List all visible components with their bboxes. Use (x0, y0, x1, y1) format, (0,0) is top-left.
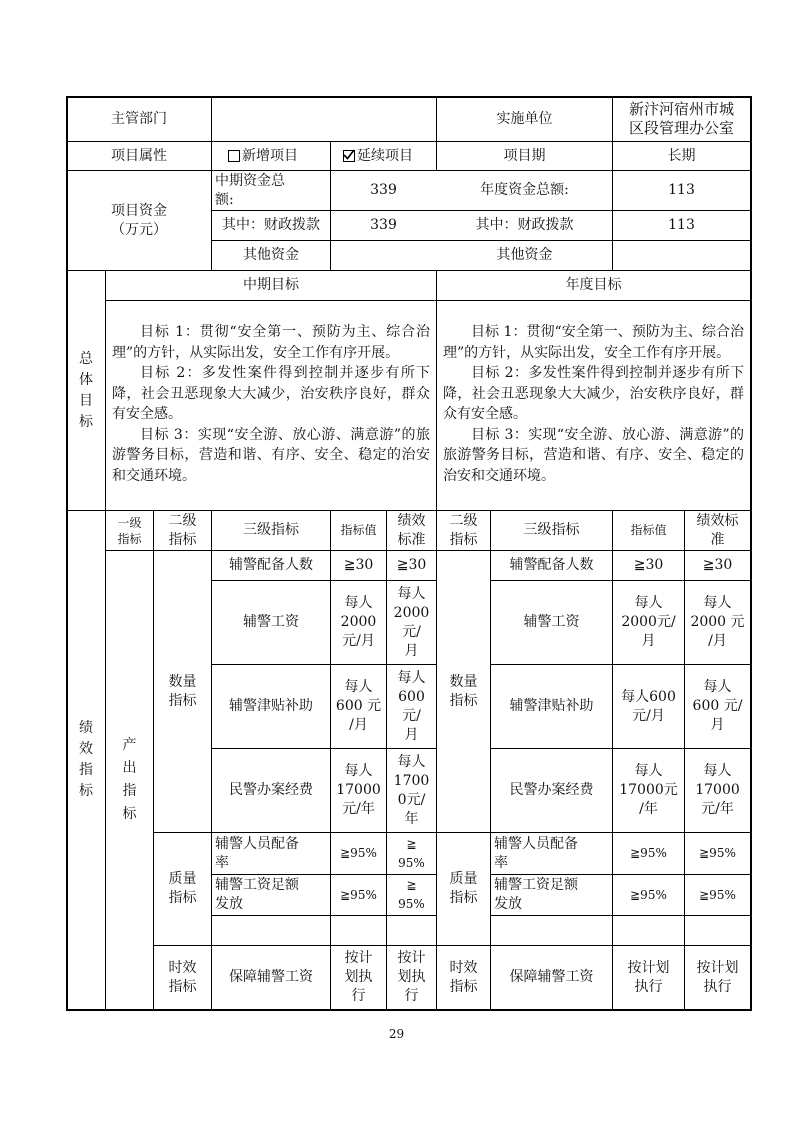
row-name-right: 辅警津贴补助 (509, 698, 594, 714)
mid-goal-item: 目标 1：贯彻“安全第一、预防为主、综合治理”的方针，从实际出发，安全工作有序开展。 (112, 324, 430, 361)
row-value-right: 每人600 元/月 (621, 688, 676, 724)
row-name-right: 辅警工资足额 发放 (494, 877, 578, 912)
year-goal-item: 目标 3：实现“安全游、放心游、满意游”的旅游警务目标，营造和谐、有序、安全、稳定的治安和交通环境。 (443, 426, 744, 484)
h-level3-right: 三级指标 (523, 522, 580, 538)
attr-label: 项目属性 (111, 147, 167, 164)
row-standard: ≧ 95% (398, 878, 425, 911)
row-standard-right: ≧95% (699, 846, 736, 860)
year-goal-header: 年度目标 (565, 277, 622, 293)
row-standard-right: ≧95% (699, 887, 736, 902)
cat-quantity: 数量 指标 (168, 673, 197, 709)
mid-fiscal-value: 339 (370, 217, 397, 233)
year-goal-item: 目标 2：多发性案件得到控制并逐步有所下降，社会丑恶现象大大减少，治安秩序良好，群众有安全感。 (443, 365, 744, 422)
row-value-right (613, 916, 684, 945)
h-level1: 一级 指标 (117, 515, 142, 546)
row-value (331, 916, 386, 945)
row-name: 辅警配备人数 (229, 557, 313, 573)
mid-other-value (331, 241, 436, 270)
row-name-right: 保障辅警工资 (509, 969, 594, 985)
row-value-right: ≧95% (630, 887, 667, 902)
row-standard-right: 每人 2000 元 /月 (690, 595, 745, 649)
funds-label: 项目资金 （万元） (111, 202, 167, 238)
mid-total-label: 中期资金总 额: (215, 172, 285, 208)
level1-output: 产 出 指 标 (122, 737, 137, 822)
row-standard: ≧30 (396, 557, 427, 573)
unit-label: 实施单位 (496, 110, 553, 127)
h-level3: 三级指标 (243, 522, 299, 538)
row-value-right: ≧30 (633, 557, 664, 573)
unit-value: 新汴河宿州市城 区段管理办公室 (628, 100, 734, 137)
year-goal-item: 目标 1：贯彻“安全第一、预防为主、综合治理”的方针，从实际出发，安全工作有序开展。 (443, 324, 744, 361)
year-total-label: 年度资金总额: (480, 182, 569, 198)
h-value-right: 指标值 (630, 523, 667, 537)
cat-timeliness: 时效 指标 (168, 959, 197, 995)
dept-value (212, 97, 436, 141)
row-name (212, 916, 330, 945)
year-fiscal-value: 113 (668, 217, 695, 233)
row-value: 每人 600 元 /月 (335, 679, 382, 733)
perf-side-label: 绩 效 指 标 (79, 720, 93, 799)
row-standard: 每人 1700 0元/ 年 (393, 753, 430, 827)
row-standard: ≧ 95% (398, 836, 425, 870)
row-name: 保障辅警工资 (229, 969, 313, 985)
row-standard: 按计 划执 行 (397, 950, 426, 1004)
row-value-right: 每人 2000元/ 月 (621, 595, 676, 649)
attr-new-option (228, 142, 328, 170)
mid-goal-text (106, 322, 436, 486)
year-goal-text (437, 322, 750, 486)
cat-quantity-right: 数量 指标 (449, 673, 478, 709)
row-value: 每人 2000 元/月 (340, 595, 377, 649)
row-standard-right: 每人 17000 元/年 (695, 763, 740, 817)
row-name-right: 民警办案经费 (509, 782, 594, 798)
year-other-value (613, 241, 750, 270)
row-standard: 每人 2000 元/ 月 (393, 585, 430, 659)
row-name: 辅警津贴补助 (229, 698, 313, 714)
row-standard-right: ≧30 (702, 557, 733, 573)
period-value: 长期 (667, 147, 696, 164)
checkbox-checked-icon (343, 150, 355, 162)
row-standard (387, 916, 436, 945)
year-total-value: 113 (668, 182, 695, 198)
row-value: 每人 17000 元/年 (336, 763, 381, 817)
row-value: ≧30 (343, 557, 374, 573)
mid-goal-item: 目标 2：多发性案件得到控制并逐步有所下降，社会丑恶现象大大减少，治安秩序良好，群众有安全感。 (112, 365, 430, 422)
year-other-label: 其他资金 (496, 247, 553, 263)
mid-goal-item: 目标 3：实现“安全游、放心游、满意游”的旅游警务目标，营造和谐、有序、安全、稳定的治安和交通环境。 (112, 426, 430, 484)
h-level2-right: 二级 指标 (449, 512, 478, 548)
h-value: 指标值 (340, 523, 377, 537)
checkbox-empty-icon (228, 150, 240, 162)
row-name-right (491, 916, 612, 945)
table-border-bottom (66, 1009, 752, 1011)
row-name: 辅警工资 (243, 614, 299, 630)
mid-total-value: 339 (370, 182, 397, 198)
h-level2: 二级 指标 (168, 512, 197, 548)
row-name: 辅警人员配备 率 (215, 835, 299, 871)
year-fiscal-label: 其中：财政拨款 (475, 217, 574, 233)
page-number: 29 (388, 1027, 405, 1041)
attr-continue-label: 延续项目 (357, 147, 413, 164)
row-value-right: 每人 17000元 /年 (619, 763, 678, 817)
row-standard-right: 按计划 执行 (696, 959, 739, 995)
h-standard: 绩效 标准 (397, 512, 426, 548)
cat-timeliness-right: 时效 指标 (449, 959, 478, 995)
row-value: ≧95% (340, 846, 377, 860)
cat-quality: 质量 指标 (168, 871, 197, 906)
h-standard-right: 绩效标 准 (696, 512, 739, 548)
dept-label: 主管部门 (111, 110, 167, 127)
row-name: 辅警工资足额 发放 (215, 877, 299, 912)
row-standard-right (685, 916, 750, 945)
row-value-right: 按计划 执行 (627, 959, 670, 995)
row-standard-right: 每人 600 元/ 月 (692, 679, 743, 733)
row-value-right: ≧95% (630, 846, 667, 860)
row-value: 按计 划执 行 (344, 950, 373, 1004)
mid-goal-header: 中期目标 (243, 277, 299, 293)
row-name: 民警办案经费 (229, 782, 313, 798)
row-name-right: 辅警人员配备 率 (494, 835, 578, 871)
attr-continue-option (343, 142, 435, 170)
mid-fiscal-label: 其中：财政拨款 (222, 217, 320, 233)
goals-side-label: 总 体 目 标 (79, 350, 93, 430)
row-name-right: 辅警配备人数 (509, 557, 594, 573)
mid-other-label: 其他资金 (243, 247, 299, 263)
period-label: 项目期 (503, 147, 546, 164)
row-name-right: 辅警工资 (523, 614, 580, 630)
row-value: ≧95% (340, 887, 377, 902)
row-standard: 每人 600 元/ 月 (397, 669, 426, 743)
attr-new-label: 新增项目 (242, 147, 298, 164)
cat-quality-right: 质量 指标 (449, 871, 478, 906)
